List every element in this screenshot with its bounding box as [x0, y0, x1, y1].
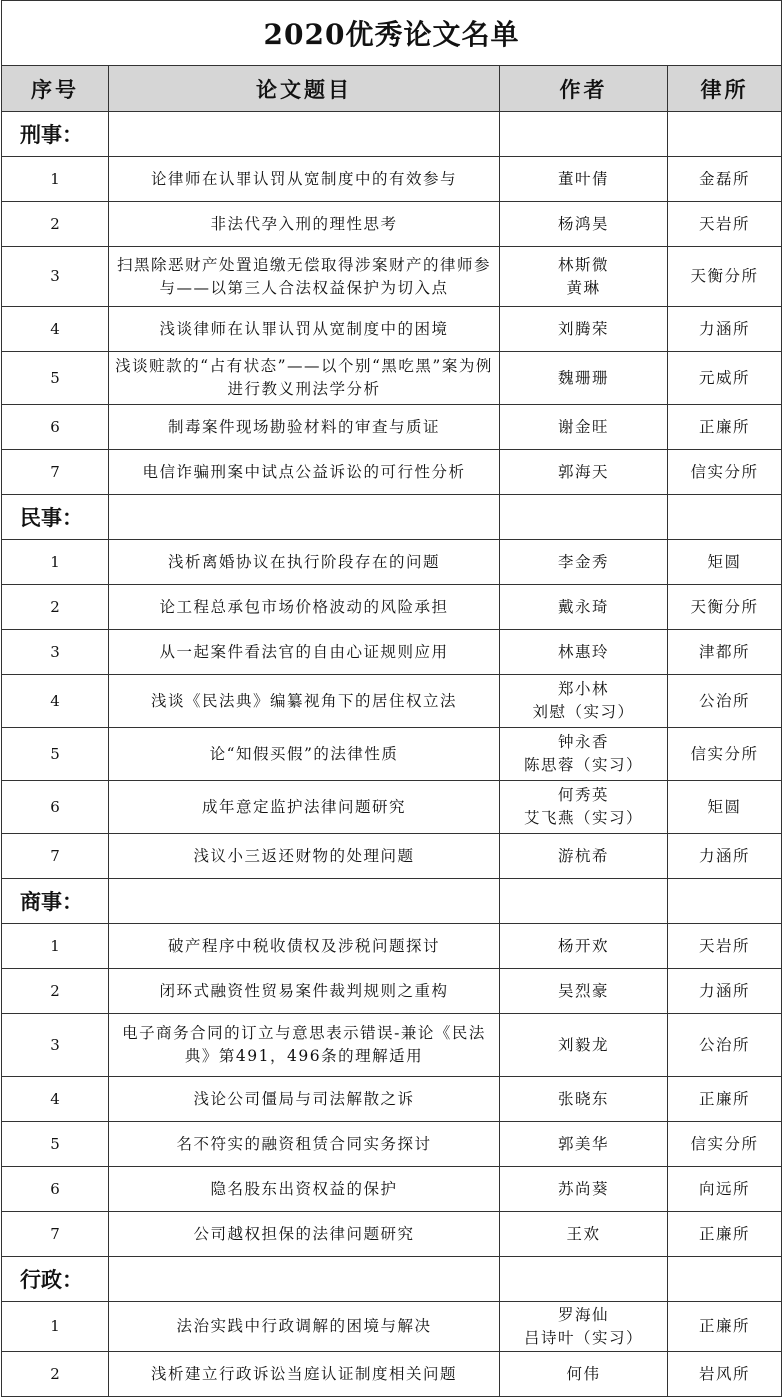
empty-cell — [109, 112, 500, 157]
author-cell — [500, 202, 668, 247]
law-firm: 津都所 — [668, 630, 782, 675]
author-name: 郭海天 — [557, 462, 609, 481]
row-number: 6 — [2, 781, 109, 834]
paper-title: 扫黑除恶财产处置追缴无偿取得涉案财产的律师参与——以第三人合法权益保护为切入点 — [109, 247, 500, 307]
paper-title: 浅议小三返还财物的处理问题 — [109, 834, 500, 879]
author-cell — [500, 630, 668, 675]
paper-title: 公司越权担保的法律问题研究 — [109, 1212, 500, 1257]
empty-cell — [668, 112, 782, 157]
author-name: 张晓东 — [557, 1089, 609, 1108]
author-cell — [500, 307, 668, 352]
table-row — [2, 540, 782, 585]
empty-cell — [668, 495, 782, 540]
law-firm: 天衡分所 — [668, 247, 782, 307]
row-number: 2 — [2, 202, 109, 247]
paper-title: 法治实践中行政调解的困境与解决 — [109, 1302, 500, 1352]
author-name: 刘慰（实习） — [532, 703, 635, 721]
row-number: 3 — [2, 1014, 109, 1077]
law-firm: 天岩所 — [668, 924, 782, 969]
law-firm: 正廉所 — [668, 405, 782, 450]
row-number: 4 — [2, 307, 109, 352]
author-name: 苏尚葵 — [557, 1179, 609, 1198]
paper-title: 论工程总承包市场价格波动的风险承担 — [109, 585, 500, 630]
row-number: 4 — [2, 675, 109, 728]
table-row — [2, 675, 782, 728]
author-name: 李金秀 — [557, 552, 609, 571]
empty-cell — [109, 495, 500, 540]
law-firm: 天衡分所 — [668, 585, 782, 630]
paper-title: 闭环式融资性贸易案件裁判规则之重构 — [109, 969, 500, 1014]
header-firm: 律所 — [668, 66, 782, 112]
table-row — [2, 157, 782, 202]
author-cell — [500, 1302, 668, 1352]
author-name: 戴永琦 — [557, 597, 609, 616]
author-name: 郑小林 — [557, 680, 609, 698]
law-firm: 正廉所 — [668, 1077, 782, 1122]
law-firm: 力涵所 — [668, 834, 782, 879]
page-title: 2020优秀论文名单 — [2, 1, 782, 66]
table-row — [2, 1212, 782, 1257]
table-row — [2, 1167, 782, 1212]
author-name: 吕诗叶（实习） — [523, 1328, 643, 1347]
row-number: 1 — [2, 1302, 109, 1352]
law-firm: 正廉所 — [668, 1302, 782, 1352]
author-cell — [500, 1212, 668, 1257]
author-name: 罗海仙 — [557, 1305, 609, 1324]
law-firm: 矩圆 — [668, 781, 782, 834]
row-number: 6 — [2, 1167, 109, 1212]
header-title: 论文题目 — [109, 66, 500, 112]
table-row — [2, 1352, 782, 1397]
paper-title: 浅谈赃款的“占有状态”——以个别“黑吃黑”案为例进行教义刑法学分析 — [109, 352, 500, 405]
category-row — [2, 1257, 782, 1302]
author-cell — [500, 834, 668, 879]
table-header — [2, 66, 782, 112]
author-name: 谢金旺 — [557, 417, 609, 436]
row-number: 5 — [2, 728, 109, 781]
author-cell — [500, 157, 668, 202]
row-number: 5 — [2, 352, 109, 405]
author-cell — [500, 450, 668, 495]
law-firm: 公治所 — [668, 675, 782, 728]
row-number: 3 — [2, 630, 109, 675]
author-name: 杨鸿昊 — [557, 214, 609, 233]
author-name: 魏珊珊 — [557, 368, 609, 387]
category-row — [2, 879, 782, 924]
paper-title: 电子商务合同的订立与意思表示错误-兼论《民法典》第491，496条的理解适用 — [109, 1014, 500, 1077]
law-firm: 公治所 — [668, 1014, 782, 1077]
author-cell — [500, 1122, 668, 1167]
author-cell — [500, 352, 668, 405]
table-row — [2, 450, 782, 495]
row-number: 6 — [2, 405, 109, 450]
table-row — [2, 1302, 782, 1352]
paper-title: 浅析建立行政诉讼当庭认证制度相关问题 — [109, 1352, 500, 1397]
empty-cell — [109, 879, 500, 924]
law-firm: 金磊所 — [668, 157, 782, 202]
row-number: 1 — [2, 157, 109, 202]
paper-title: 论“知假买假”的法律性质 — [109, 728, 500, 781]
table-row — [2, 405, 782, 450]
row-number: 4 — [2, 1077, 109, 1122]
table-row — [2, 1122, 782, 1167]
category-label: 商事： — [2, 879, 109, 924]
author-cell — [500, 585, 668, 630]
row-number: 2 — [2, 1352, 109, 1397]
table-row — [2, 307, 782, 352]
author-name: 黄琳 — [566, 278, 601, 297]
empty-cell — [668, 1257, 782, 1302]
author-name: 董叶倩 — [557, 169, 609, 188]
empty-cell — [500, 1257, 668, 1302]
empty-cell — [500, 879, 668, 924]
paper-title: 浅论公司僵局与司法解散之诉 — [109, 1077, 500, 1122]
row-number: 7 — [2, 1212, 109, 1257]
author-cell — [500, 1352, 668, 1397]
empty-cell — [109, 1257, 500, 1302]
paper-title: 浅谈《民法典》编纂视角下的居住权立法 — [109, 675, 500, 728]
table-row — [2, 352, 782, 405]
author-name: 林惠玲 — [557, 642, 609, 661]
author-name: 陈思蓉（实习） — [523, 756, 643, 774]
author-cell — [500, 924, 668, 969]
category-label: 刑事： — [2, 112, 109, 157]
row-number: 7 — [2, 450, 109, 495]
author-name: 吴烈豪 — [557, 981, 609, 1000]
table-row — [2, 834, 782, 879]
table-row — [2, 1014, 782, 1077]
table-row — [2, 585, 782, 630]
author-name: 何秀英 — [557, 786, 609, 804]
row-number: 2 — [2, 969, 109, 1014]
law-firm: 力涵所 — [668, 969, 782, 1014]
author-cell — [500, 969, 668, 1014]
author-cell — [500, 728, 668, 781]
empty-cell — [500, 112, 668, 157]
author-cell — [500, 1077, 668, 1122]
author-name: 艾飞燕（实习） — [523, 809, 643, 827]
empty-cell — [500, 495, 668, 540]
law-firm: 信实分所 — [668, 728, 782, 781]
table-row — [2, 728, 782, 781]
author-name: 王欢 — [566, 1224, 601, 1243]
header-author: 作者 — [500, 66, 668, 112]
law-firm: 元威所 — [668, 352, 782, 405]
table-row — [2, 202, 782, 247]
law-firm: 向远所 — [668, 1167, 782, 1212]
paper-title: 浅析离婚协议在执行阶段存在的问题 — [109, 540, 500, 585]
law-firm: 矩圆 — [668, 540, 782, 585]
row-number: 3 — [2, 247, 109, 307]
row-number: 1 — [2, 540, 109, 585]
table-row — [2, 924, 782, 969]
header-number: 序号 — [2, 66, 109, 112]
author-name: 何伟 — [566, 1364, 601, 1383]
paper-title: 论律师在认罪认罚从宽制度中的有效参与 — [109, 157, 500, 202]
paper-table — [1, 0, 782, 1397]
author-cell — [500, 405, 668, 450]
empty-cell — [668, 879, 782, 924]
table-row — [2, 781, 782, 834]
paper-title: 浅谈律师在认罪认罚从宽制度中的困境 — [109, 307, 500, 352]
author-name: 刘毅龙 — [557, 1035, 609, 1054]
author-name: 杨开欢 — [557, 936, 609, 955]
row-number: 2 — [2, 585, 109, 630]
row-number: 1 — [2, 924, 109, 969]
author-cell — [500, 781, 668, 834]
paper-title: 名不符实的融资租赁合同实务探讨 — [109, 1122, 500, 1167]
table-row — [2, 630, 782, 675]
author-cell — [500, 1167, 668, 1212]
author-cell — [500, 540, 668, 585]
paper-title: 从一起案件看法官的自由心证规则应用 — [109, 630, 500, 675]
law-firm: 天岩所 — [668, 202, 782, 247]
table-row — [2, 1077, 782, 1122]
author-name: 刘腾荣 — [557, 319, 609, 338]
award-sheet — [1, 0, 781, 1397]
table-row — [2, 969, 782, 1014]
law-firm: 信实分所 — [668, 450, 782, 495]
paper-title: 电信诈骗刑案中试点公益诉讼的可行性分析 — [109, 450, 500, 495]
category-row — [2, 495, 782, 540]
paper-title: 隐名股东出资权益的保护 — [109, 1167, 500, 1212]
row-number: 5 — [2, 1122, 109, 1167]
author-cell — [500, 1014, 668, 1077]
category-label: 行政： — [2, 1257, 109, 1302]
author-cell — [500, 675, 668, 728]
author-name: 郭美华 — [557, 1134, 609, 1153]
paper-title: 破产程序中税收债权及涉税问题探讨 — [109, 924, 500, 969]
paper-title: 非法代孕入刑的理性思考 — [109, 202, 500, 247]
author-name: 林斯微 — [557, 255, 609, 274]
category-row — [2, 112, 782, 157]
table-row — [2, 247, 782, 307]
law-firm: 岩风所 — [668, 1352, 782, 1397]
paper-title: 制毒案件现场勘验材料的审查与质证 — [109, 405, 500, 450]
law-firm: 力涵所 — [668, 307, 782, 352]
row-number: 7 — [2, 834, 109, 879]
author-name: 游杭希 — [557, 846, 609, 865]
author-name: 钟永香 — [557, 733, 609, 751]
law-firm: 正廉所 — [668, 1212, 782, 1257]
author-cell — [500, 247, 668, 307]
law-firm: 信实分所 — [668, 1122, 782, 1167]
category-label: 民事： — [2, 495, 109, 540]
paper-title: 成年意定监护法律问题研究 — [109, 781, 500, 834]
